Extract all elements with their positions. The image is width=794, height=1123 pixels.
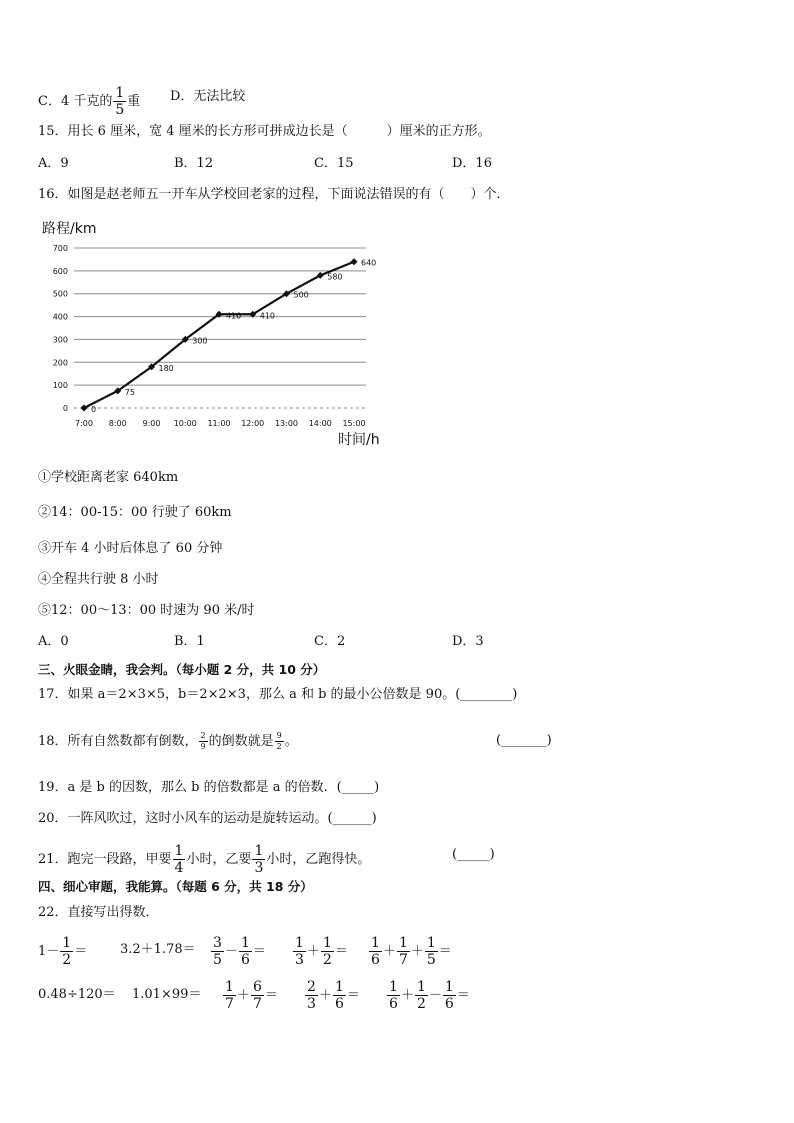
numerator: 3 [213,935,222,951]
fraction [415,980,428,1011]
y-tick-label: 600 [52,266,68,276]
denominator: 7 [252,996,262,1012]
data-label: 75 [124,387,135,397]
denominator: 3 [254,860,264,876]
y-axis-ticks [53,244,68,413]
chart-gridlines [74,248,366,408]
denominator: 7 [225,996,234,1012]
denominator: 3 [295,952,304,968]
q16-option-c: C．2 [314,634,346,649]
operator: － [428,988,442,1003]
x-tick-label: 13:00 [274,419,299,428]
numerator: 9 [276,731,282,740]
q15-stem: 15．用长 6 厘米，宽 4 厘米的长方形可拼成边长是（ ）厘米的正方形。 [38,124,491,139]
y-tick-label: 500 [52,289,68,299]
operator: ＋ [306,944,320,959]
data-labels [91,259,376,414]
denominator: 5 [426,952,436,968]
fraction [223,980,236,1011]
numerator: 2 [200,731,206,740]
denominator: 9 [200,742,206,751]
numerator: 1 [295,935,304,951]
q18-answer-blank[interactable]: (_______) [496,733,552,748]
x-tick-label: 9:00 [142,419,161,428]
term: 1－ [38,944,60,959]
q21-text-c: 小时，乙跑得快。 [266,852,371,867]
section3-heading: 三、火眼金睛，我会判。（每小题 2 分，共 10 分） [38,662,326,677]
q15-option-c: C．15 [314,156,354,171]
x-axis-label: 时间/h [338,432,380,448]
numerator: 1 [115,85,125,101]
calc-1-3 [210,936,266,967]
operator: － [224,944,238,959]
data-label: 640 [361,258,377,268]
fraction [369,936,382,967]
q18-middle: 的倒数就是 [208,734,274,749]
y-tick-label: 300 [52,335,68,345]
equals: ＝ [334,944,348,959]
q16-stem: 16．如图是赵老师五一开车从学校回老家的过程，下面说法错误的有（ ）个． [38,187,510,202]
q20: 20．一阵风吹过，这时小风车的运动是旋转运动。(______) [38,811,377,826]
fraction [199,732,208,751]
equals: ＝ [438,944,452,959]
denominator: 6 [444,996,454,1012]
data-label: 500 [293,290,309,300]
data-label: 410 [226,311,242,321]
numerator: 1 [225,979,234,995]
fraction [275,732,284,751]
data-label: 180 [158,363,174,373]
denominator: 2 [276,742,282,751]
x-tick-label: 7:00 [75,419,93,428]
numerator: 1 [426,935,436,951]
data-label: 0 [91,405,97,414]
fraction [252,844,265,875]
y-axis-label: 路程/km [42,221,97,237]
q16-statement-5: ⑤12：00～13：00 时速为 90 米/时 [38,603,255,618]
fraction [113,86,126,117]
equals: ＝ [252,944,266,959]
q16-statement-2: ②14：00-15：00 行驶了 60km [38,505,232,520]
q18-prefix: 18．所有自然数都有倒数， [38,734,198,749]
numerator: 1 [322,935,332,951]
denominator: 6 [389,996,398,1012]
q14-c-suffix: 重 [127,94,141,109]
q14-option-c [38,86,140,117]
q22: 22．直接写出得数． [38,905,159,920]
q21-text-a: 21．跑完一段路，甲要 [38,852,172,867]
equals: ＝ [264,988,278,1003]
operator: ＋ [382,944,396,959]
numerator: 1 [389,979,398,995]
denominator: 2 [62,952,72,968]
numerator: 1 [371,935,380,951]
numerator: 1 [174,843,184,859]
q15-option-d: D．16 [452,156,492,171]
operator: ＋ [410,944,424,959]
fraction [251,980,264,1011]
calc-2-2: 1.01×99＝ [132,987,202,1002]
q16-statement-1: ①学校距离老家 640km [38,470,179,485]
y-tick-label: 400 [52,312,68,322]
q16-statement-4: ④全程共行驶 8 小时 [38,572,159,587]
q15-option-b: B．12 [174,156,214,171]
fraction [60,936,73,967]
x-tick-label: 15:00 [342,419,366,428]
denominator: 2 [322,952,332,968]
distance-time-line-chart [36,214,396,454]
y-tick-label: 200 [52,358,68,368]
q21 [38,844,370,875]
section4-heading: 四、细心审题，我能算。（每题 6 分，共 18 分） [38,879,313,894]
q18-suffix: 。 [284,734,298,749]
denominator: 2 [416,996,426,1012]
q14-option-d: D．无法比较 [170,89,246,104]
numerator: 1 [398,935,408,951]
calc-1-1 [38,936,87,967]
q21-text-b: 小时，乙要 [186,852,252,867]
denominator: 6 [334,996,344,1012]
fraction [321,936,334,967]
q16-option-b: B．1 [174,634,205,649]
denominator: 6 [240,952,250,968]
numerator: 1 [240,935,250,951]
numerator: 1 [444,979,454,995]
operator: ＋ [318,988,332,1003]
x-tick-label: 11:00 [207,419,231,428]
denominator: 6 [371,952,380,968]
numerator: 1 [416,979,426,995]
denominator: 5 [213,952,222,968]
x-tick-label: 12:00 [241,419,265,428]
equals: ＝ [456,988,470,1003]
q17: 17．如果 a＝2×3×5，b＝2×2×3，那么 a 和 b 的最小公倍数是 90。(________) [38,687,518,702]
fraction [173,844,186,875]
x-tick-label: 14:00 [308,419,332,428]
y-tick-label: 100 [52,381,68,391]
data-point [351,258,358,265]
fraction [333,980,346,1011]
q14-c-text: C．4 千克的 [38,94,113,109]
series-line [84,262,354,408]
fraction [305,980,318,1011]
operator: ＋ [400,988,414,1003]
fraction [239,936,252,967]
x-tick-label: 10:00 [173,419,197,428]
equals: ＝ [346,988,360,1003]
q16-option-a: A．0 [38,634,69,649]
x-tick-label: 8:00 [108,419,127,428]
numerator: 1 [254,843,264,859]
q21-answer-blank[interactable]: (_____) [452,847,495,862]
calc-2-3 [222,980,278,1011]
x-axis-ticks [75,419,366,428]
fraction [397,936,410,967]
numerator: 1 [334,979,344,995]
denominator: 7 [398,952,408,968]
numerator: 1 [62,935,72,951]
q15-option-a: A．9 [38,156,69,171]
q16-statement-3: ③开车 4 小时后体息了 60 分钟 [38,541,223,556]
q18 [38,732,298,751]
fraction [443,980,456,1011]
calc-1-5 [368,936,452,967]
denominator: 3 [307,996,316,1012]
fraction [211,936,224,967]
calc-2-4 [304,980,360,1011]
fraction [425,936,438,967]
q16-option-d: D．3 [452,634,484,649]
data-label: 300 [192,336,208,346]
fraction [387,980,400,1011]
operator: ＋ [236,988,250,1003]
y-tick-label: 700 [52,244,68,253]
denominator: 5 [115,102,125,118]
numerator: 2 [307,979,316,995]
numerator: 6 [252,979,262,995]
y-tick-label: 0 [62,404,68,413]
calc-2-1: 0.48÷120＝ [38,987,116,1002]
data-label: 580 [327,272,343,282]
equals: ＝ [74,944,88,959]
fraction [293,936,306,967]
data-label: 410 [259,311,276,321]
calc-1-2: 3.2＋1.78＝ [120,942,196,957]
calc-2-5 [386,980,470,1011]
denominator: 4 [174,860,184,876]
q19: 19．a 是 b 的因数，那么 b 的倍数都是 a 的倍数．(_____) [38,780,380,795]
calc-1-4 [292,936,348,967]
